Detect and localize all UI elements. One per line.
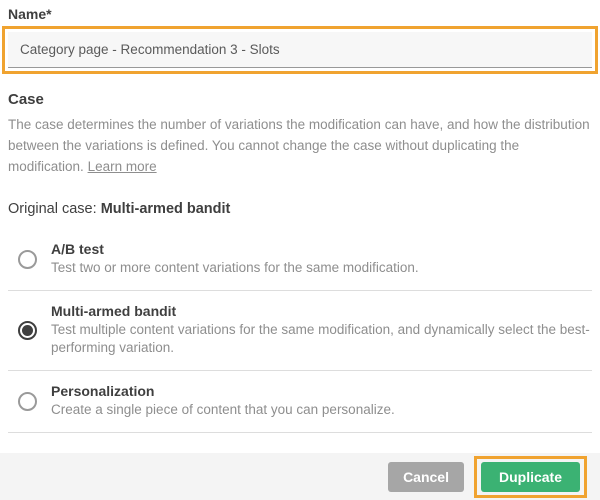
radio-option-multi-armed-bandit[interactable] — [8, 291, 592, 371]
radio-option-title: Personalization — [51, 383, 155, 399]
radio-option-title: A/B test — [51, 241, 104, 257]
radio-option-title: Multi-armed bandit — [51, 303, 177, 319]
original-case-value: Multi-armed bandit — [100, 201, 231, 217]
cancel-button[interactable]: Cancel — [388, 462, 464, 492]
original-case-label: Original case: — [8, 201, 97, 217]
annotation-highlight-duplicate-button — [474, 456, 587, 498]
radio-button-personalization[interactable] — [18, 392, 37, 411]
case-radio-group — [8, 229, 592, 433]
radio-option-ab-test[interactable] — [8, 229, 592, 291]
dialog-footer — [0, 453, 600, 500]
name-label: Name* — [8, 6, 52, 22]
radio-option-description: Test two or more content variations for the same modification. — [51, 260, 419, 275]
case-description — [8, 114, 592, 177]
duplicate-button[interactable]: Duplicate — [481, 462, 580, 492]
original-case-line — [8, 201, 592, 217]
learn-more-link[interactable]: Learn more — [87, 159, 157, 174]
radio-option-description: Test multiple content variations for the same modification, and dynamically select the best-performing variation. — [51, 322, 590, 355]
radio-button-ab-test[interactable] — [18, 250, 37, 269]
radio-option-personalization[interactable] — [8, 371, 592, 433]
radio-button-multi-armed-bandit[interactable] — [18, 321, 37, 340]
case-heading: Case — [8, 91, 44, 108]
radio-option-description: Create a single piece of content that you can personalize. — [51, 402, 395, 417]
annotation-highlight-name-input — [2, 26, 598, 74]
case-description-text: The case determines the number of variations the modification can have, and how the distribution between the variations is defined. You cannot change the case without duplicating the modification. — [8, 117, 590, 174]
name-input[interactable] — [8, 32, 592, 68]
